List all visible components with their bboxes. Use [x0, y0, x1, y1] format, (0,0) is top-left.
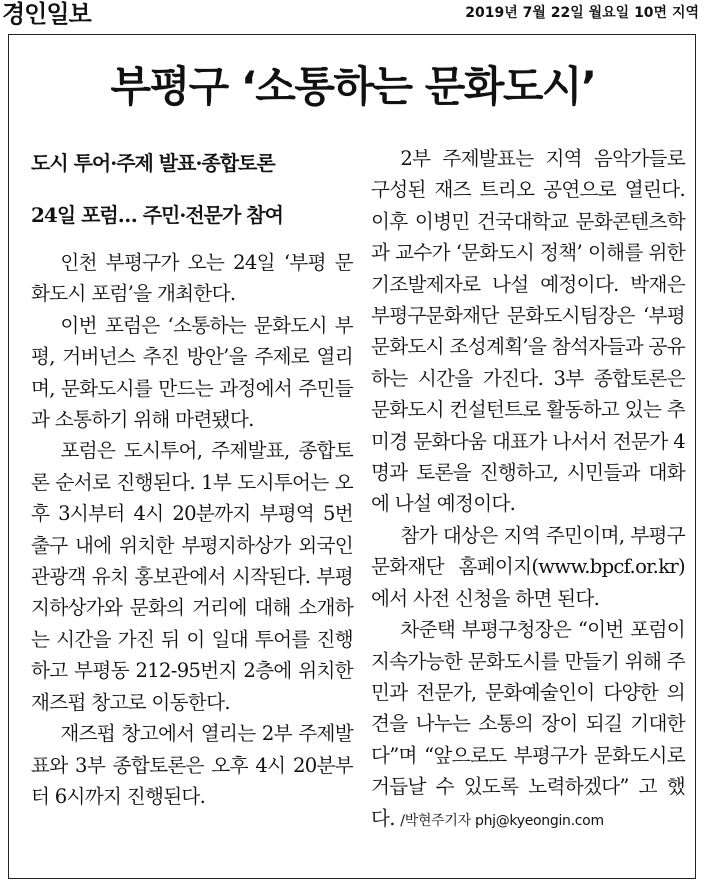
article-paragraph-last	[371, 614, 685, 837]
article-frame	[8, 34, 696, 879]
paper-name: 경인일보	[2, 0, 91, 28]
article-paragraph-text: 차준택 부평구청장은 “이번 포럼이 지속가능한 문화도시를 만들기 위해 주민과 전문가, 문화예술인이 다양한 의견을 나누는 소통의 장이 되길 기대한다”며 “앞으로도 부평구가 문화도시로 거듭날 수 있도록 노력하겠다” 고 했다.	[371, 618, 685, 830]
article-column-left	[31, 145, 353, 812]
article-paragraph: 재즈펍 창고에서 열리는 2부 주제발표와 3부 종합토론은 오후 4시 20분부터 6시까지 진행된다.	[31, 722, 353, 808]
byline: /박현주기자 phj@kyeongin.com	[400, 812, 604, 829]
article-column-right	[371, 143, 685, 837]
masthead	[0, 0, 707, 30]
article-paragraph: 이번 포럼은 ‘소통하는 문화도시 부평, 거버넌스 추진 방안’을 주제로 열리며, 문화도시를 만드는 과정에서 주민들과 소통하기 위해 마련됐다.	[31, 313, 353, 432]
article-paragraph: 참가 대상은 지역 주민이며, 부평구문화재단 홈페이지(www.bpcf.or.kr)에서 사전 신청을 하면 된다.	[371, 523, 685, 610]
article-subhead: 도시 투어·주제 발표·종합토론	[31, 151, 275, 175]
article-headline: 부평구 ‘소통하는 문화도시’	[110, 62, 596, 111]
article-paragraph: 인천 부평구가 오는 24일 ‘부평 문화도시 포럼’을 개최한다.	[31, 251, 353, 306]
article-subhead: 24일 포럼… 주민·전문가 참여	[31, 203, 283, 227]
edition-info: 2019년 7월 22일 월요일 10면 지역	[465, 5, 699, 21]
article-paragraph: 2부 주제발표는 지역 음악가들로 구성된 재즈 트리오 공연으로 열린다. 이후 이병민 건국대학교 문화콘텐츠학과 교수가 ‘문화도시 정책’ 이해를 위한 기조발제자로 나설 예정이다. 박재은 부평구문화재단 문화도시팀장은 ‘부평 문화도시 조성계획’을 참석자들과 공유하는 시간을 가진다. 3부 종합토론은 문화도시 컨설턴트로 활동하고 있는 추미경 문화다움 대표가 나서서 전문가 4명과 토론을 진행하고, 시민들과 대화에 나설 예정이다.	[371, 147, 685, 516]
article-paragraph: 포럼은 도시투어, 주제발표, 종합토론 순서로 진행된다. 1부 도시투어는 오후 3시부터 4시 20분까지 부평역 5번 출구 내에 위치한 부평지하상가 외국인 관광객 유치 홍보관에서 시작된다. 부평지하상가와 문화의 거리에 대해 소개하는 시간을 가진 뒤 이 일대 투어를 진행하고 부평동 212-95번지 2층에 위치한 재즈펍 창고로 이동한다.	[31, 439, 353, 714]
